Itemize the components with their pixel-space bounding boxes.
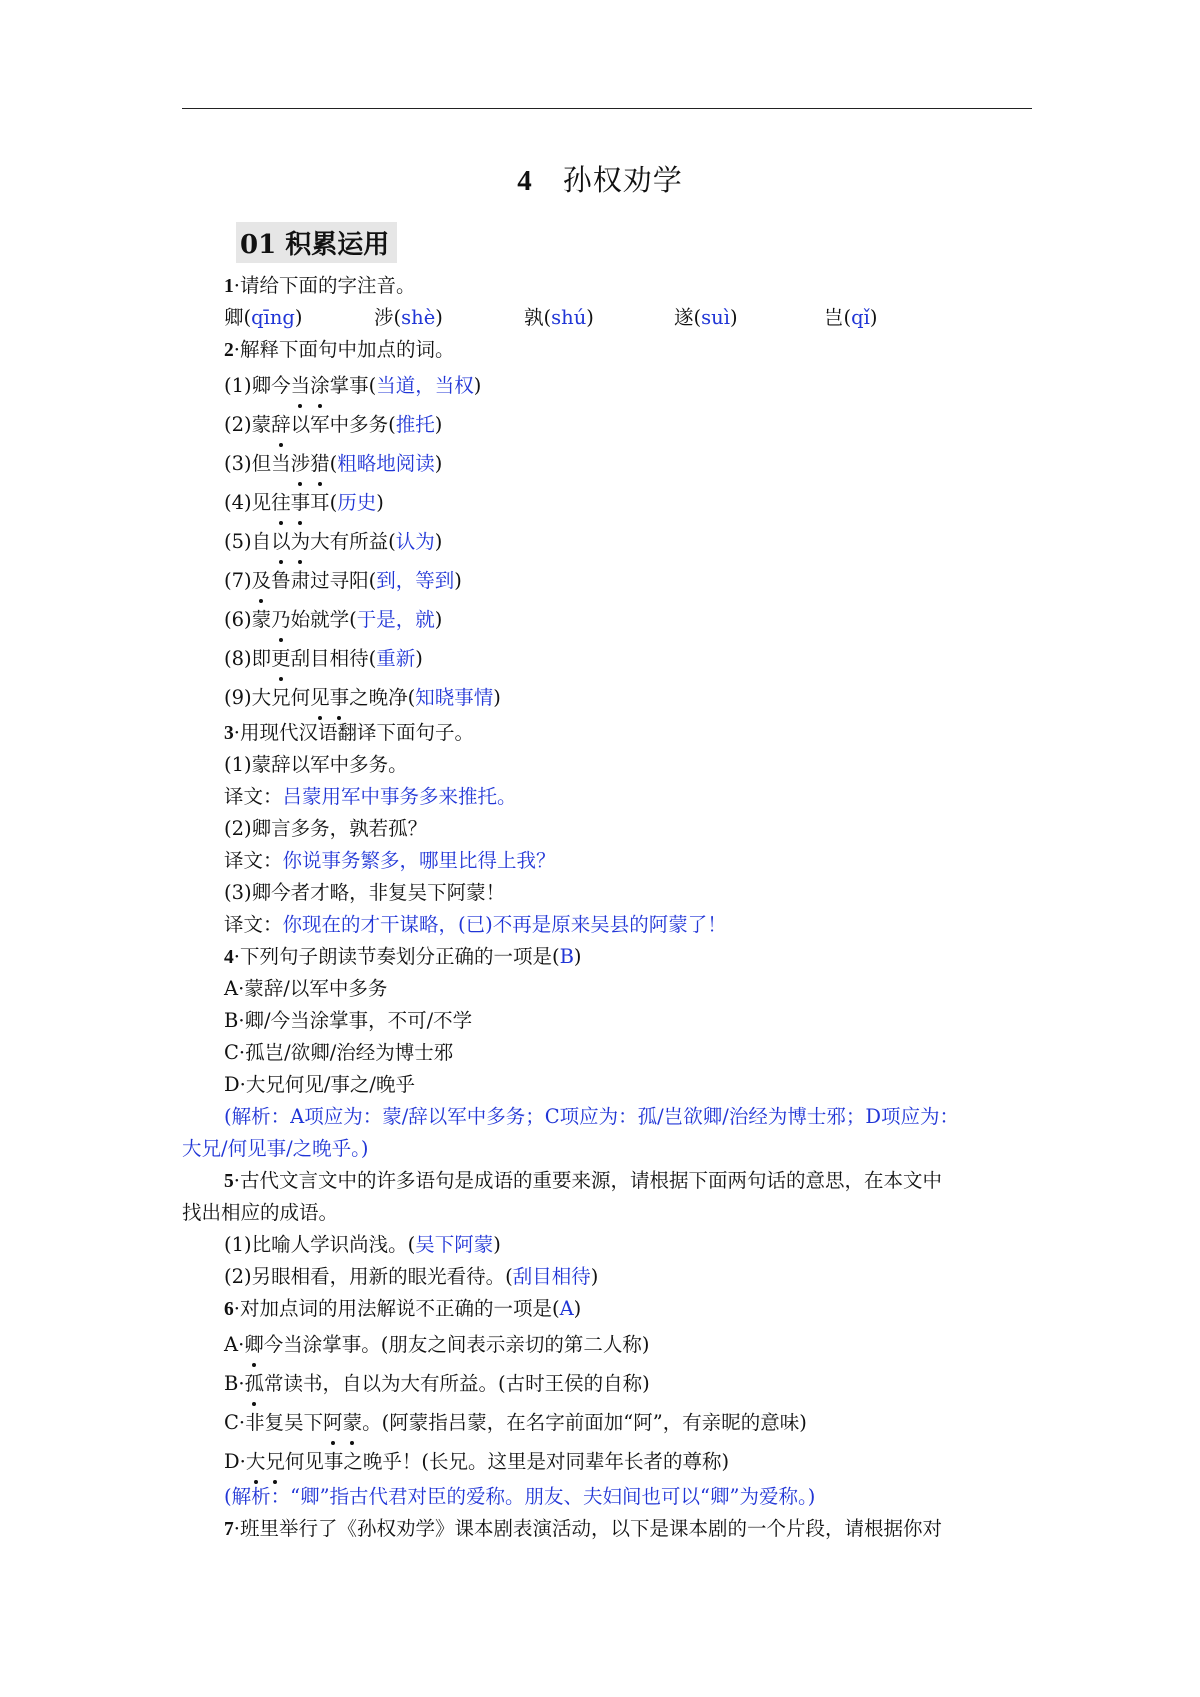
option-item: C·非复吴下阿蒙。(阿蒙指吕蒙，在名字前面加“阿”，有亲昵的意味) [182, 1403, 1034, 1442]
emphasis-char: 为 [291, 522, 311, 561]
pinyin-answer: shú [551, 306, 587, 329]
translation-label: 译文： [224, 849, 283, 872]
emphasis-char: 事 [330, 678, 350, 717]
pinyin-item: 涉(shè) [374, 302, 524, 334]
emphasis-char: 猎 [310, 444, 330, 483]
pinyin-item: 遂(suì) [674, 302, 824, 334]
translation-source: (1)蒙辞以军中多务。 [224, 753, 408, 776]
emphasis-char: 辞 [271, 405, 291, 444]
pinyin-char: 遂 [674, 306, 694, 329]
option-item: C·孤岂/欲卿/治经为博士邪 [224, 1041, 454, 1064]
emphasis-char: 阿 [323, 1403, 343, 1442]
option-item: D·大兄何见/事之/晚乎 [224, 1073, 415, 1096]
emphasis-char: 事 [291, 483, 311, 522]
pinyin-char: 卿 [224, 306, 244, 329]
translation-answer: 译文：你现在的才干谋略，(已)不再是原来吴县的阿蒙了！ [224, 913, 727, 936]
question-4: 4·下列句子朗读节奏划分正确的一项是(B) [224, 945, 582, 968]
definition-item: (7)及鲁肃过寻阳(到，等到) [182, 561, 1034, 600]
emphasis-char: 兄 [265, 1442, 285, 1481]
definition-answer: 当道，当权 [376, 374, 474, 397]
emphasis-char: 卿 [244, 1325, 264, 1364]
header-rule [182, 108, 1032, 109]
definition-item: (5)自以为大有所益(认为) [182, 522, 1034, 561]
translation-label: 译文： [224, 913, 283, 936]
question-7: 7·班里举行了《孙权劝学》课本剧表演活动，以下是课本剧的一个片段，请根据你对 [224, 1517, 942, 1540]
question-5: 5·古代文言文中的许多语句是成语的重要来源，请根据下面两句话的意思，在本文中 [224, 1169, 942, 1192]
emphasis-char: 当 [291, 366, 311, 405]
pinyin-answer: shè [401, 306, 436, 329]
definition-answer: 认为 [395, 530, 435, 553]
section-heading: 01 积累运用 [236, 222, 397, 263]
analysis-4-line1: (解析：A项应为：蒙/辞以军中多务；C项应为：孤/岂欲卿/治经为博士邪；D项应为： [224, 1105, 959, 1128]
idiom-answer: 刮目相待 [512, 1265, 591, 1288]
pinyin-answer: suì [701, 306, 730, 329]
pinyin-item: 孰(shú) [524, 302, 674, 334]
analysis-6: (解析：“卿”指古代君对臣的爱称。朋友、夫妇间也可以“卿”为爱称。) [224, 1485, 816, 1508]
definition-answer: 知晓事情 [415, 686, 494, 709]
question-3-items [182, 749, 1034, 941]
definition-item: (9)大兄何见事之晚净(知晓事情) [182, 678, 1034, 717]
pinyin-item: 卿(qīng) [224, 302, 374, 334]
option-item: B·孤常读书，自以为大有所益。(古时王侯的自称) [182, 1364, 1034, 1403]
dotted-word [323, 1411, 362, 1434]
definition-answer: 历史 [337, 491, 377, 514]
translation-source: (2)卿言多务，孰若孤？ [224, 817, 428, 840]
dotted-word [244, 1333, 264, 1356]
translation-answer: 译文：你说事务繁多，哪里比得上我？ [224, 849, 556, 872]
question-1: 1·请给下面的字注音。 [224, 274, 416, 297]
emphasis-char: 及 [252, 561, 272, 600]
analysis-4-line2: 大兄/何见事/之晚乎。) [182, 1137, 369, 1160]
definition-answer: 重新 [376, 647, 416, 670]
pinyin-row [182, 302, 1034, 334]
definition-item: (8)即更刮目相待(重新) [182, 639, 1034, 678]
dotted-word [246, 1450, 285, 1473]
dotted-word [271, 413, 291, 436]
emphasis-char: 涉 [291, 444, 311, 483]
definition-item: (4)见往事耳(历史) [182, 483, 1034, 522]
idiom-item: (2)另眼相看，用新的眼光看待。(刮目相待) [224, 1265, 599, 1288]
pinyin-char: 岂 [824, 306, 844, 329]
emphasis-char: 见 [310, 678, 330, 717]
definition-answer: 到，等到 [376, 569, 455, 592]
document-body [182, 270, 1034, 1545]
idiom-item: (1)比喻人学识尚浅。(吴下阿蒙) [224, 1233, 501, 1256]
emphasis-char: 往 [271, 483, 291, 522]
emphasis-char: 乃 [271, 600, 291, 639]
definition-answer: 于是，就 [356, 608, 435, 631]
emphasis-char: 孤 [245, 1364, 265, 1403]
option-item: A·蒙辞/以军中多务 [224, 977, 388, 1000]
definition-item: (2)蒙辞以军中多务(推托) [182, 405, 1034, 444]
option-item: B·卿/今当涂掌事，不可/不学 [224, 1009, 473, 1032]
translation-answer: 译文：吕蒙用军中事务多来推托。 [224, 785, 517, 808]
question-4-options [182, 973, 1034, 1101]
translation-label: 译文： [224, 785, 283, 808]
pinyin-char: 涉 [374, 306, 394, 329]
dotted-word [245, 1372, 265, 1395]
idiom-answer: 吴下阿蒙 [415, 1233, 494, 1256]
option-item: D·大兄何见事之晚乎！(长兄。这里是对同辈年长者的尊称) [182, 1442, 1034, 1481]
emphasis-char: 涂 [310, 366, 330, 405]
question-3: 3·用现代汉语翻译下面句子。 [224, 721, 474, 744]
translation-source: (3)卿今者才略，非复吴下阿蒙！ [224, 881, 506, 904]
dotted-word [271, 491, 310, 514]
question-5-cont: 找出相应的成语。 [182, 1201, 339, 1224]
definition-item: (3)但当涉猎(粗略地阅读) [182, 444, 1034, 483]
emphasis-char: 大 [246, 1442, 266, 1481]
question-6-options [182, 1325, 1034, 1481]
pinyin-char: 孰 [524, 306, 544, 329]
dotted-word [291, 452, 330, 475]
emphasis-char: 以 [271, 522, 291, 561]
pinyin-item: 岂(qǐ) [824, 302, 974, 334]
dotted-word [252, 569, 272, 592]
lesson-number: 4 [517, 165, 533, 197]
question-5-items [182, 1229, 1034, 1293]
pinyin-answer: qǐ [851, 306, 870, 329]
definition-item: (6)蒙乃始就学(于是，就) [182, 600, 1034, 639]
pinyin-answer: qīng [251, 306, 295, 329]
definition-answer: 粗略地阅读 [337, 452, 435, 475]
question-2: 2·解释下面句中加点的词。 [224, 338, 455, 361]
dotted-word [271, 647, 291, 670]
page-title [0, 158, 1200, 199]
dotted-word [291, 374, 330, 397]
emphasis-char: 更 [271, 639, 291, 678]
question-6: 6·对加点词的用法解说不正确的一项是(A) [224, 1297, 582, 1320]
lesson-title: 孙权劝学 [562, 163, 683, 197]
definition-item: (1)卿今当涂掌事(当道，当权) [182, 366, 1034, 405]
dotted-word [271, 530, 310, 553]
option-item: A·卿今当涂掌事。(朋友之间表示亲切的第二人称) [182, 1325, 1034, 1364]
emphasis-char: 蒙 [343, 1403, 363, 1442]
question-2-items [182, 366, 1034, 717]
dotted-word [310, 686, 349, 709]
definition-answer: 推托 [395, 413, 435, 436]
dotted-word [271, 608, 291, 631]
